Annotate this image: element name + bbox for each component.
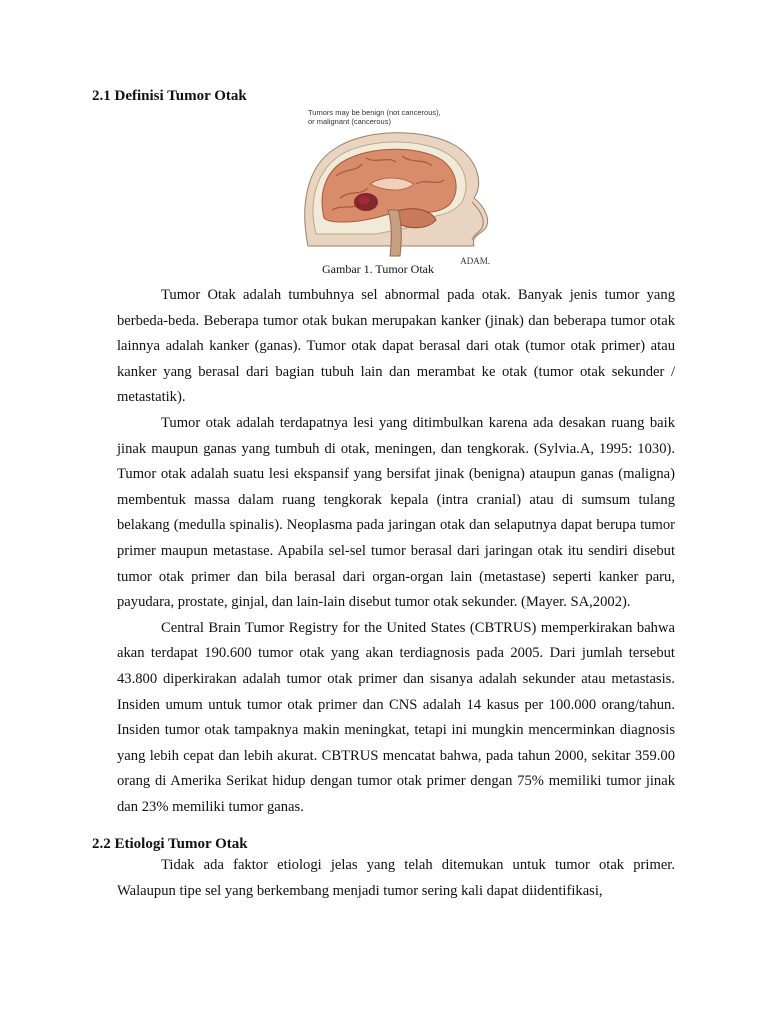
adam-logo: ADAM. [460,256,490,266]
paragraph: Tidak ada faktor etiologi jelas yang telah ditemukan untuk tumor otak primer. Walaupun tipe sel yang berkembang menjadi tumor sering kali dapat diidentifikasi, [117,857,675,899]
figure-caption: Gambar 1. Tumor Otak [322,262,434,276]
section-heading-definisi: 2.1 Definisi Tumor Otak [92,88,247,104]
figure-inline-label: Tumors may be benign (not cancerous), or malignant (cancerous) [308,108,441,126]
section-heading-etiologi: 2.2 Etiologi Tumor Otak [92,836,248,852]
paragraph: Central Brain Tumor Registry for the United States (CBTRUS) memperkirakan bahwa akan terdapat 190.600 tumor otak yang akan terdiagnosis pada 2005. Dari jumlah tersebut 43.800 diperkirakan adalah tumor otak primer dan sisanya adalah sekunder atau metastasis. Insiden umum untuk tumor otak primer dan CNS adalah 14 kasus per 100.000 orang/tahun. Insiden tumor otak tampaknya makin meningkat, tetapi ini mungkin mencerminkan diagnosis yang lebih cepat dan lebih akurat. CBTRUS mencatat bahwa, pada tahun 2000, sekitar 359.00 orang di Amerika Serikat hidup dengan tumor otak primer dengan 75% memiliki tumor jinak dan 23% memiliki tumor ganas. [117,619,675,815]
brain-illustration [296,106,496,264]
brain-tumor-figure [296,106,496,264]
section2-body [117,853,675,904]
section1-body [117,283,675,820]
paragraph: Tumor otak adalah terdapatnya lesi yang ditimbulkan karena ada desakan ruang baik jinak maupun ganas yang tumbuh di otak, meningen, dan tengkorak. (Sylvia.A, 1995: 1030). Tumor otak adalah suatu lesi ekspansif yang bersifat jinak (benigna) ataupun ganas (maligna) membentuk massa dalam ruang tengkorak kepala (intra cranial) atau di sumsum tulang belakang (medulla spinalis). Neoplasma pada jaringan otak dan selaputnya dapat berupa tumor primer maupun metastase. Apabila sel-sel tumor berasal dari jaringan otak itu sendiri disebut tumor otak primer dan bila berasal dari organ-organ lain (metastase) seperti kanker paru, payudara, prostate, ginjal, dan lain-lain disebut tumor otak sekunder. (Mayer. SA,2002). [117,414,675,611]
paragraph: Tumor Otak adalah tumbuhnya sel abnormal pada otak. Banyak jenis tumor yang berbeda-beda. Beberapa tumor otak bukan merupakan kanker (jinak) dan beberapa tumor otak lainnya adalah kanker (ganas). Tumor otak dapat berasal dari otak (tumor otak primer) atau kanker yang berasal dari bagian tubuh lain dan merambat ke otak (tumor otak sekunder / metastatik). [117,287,675,406]
